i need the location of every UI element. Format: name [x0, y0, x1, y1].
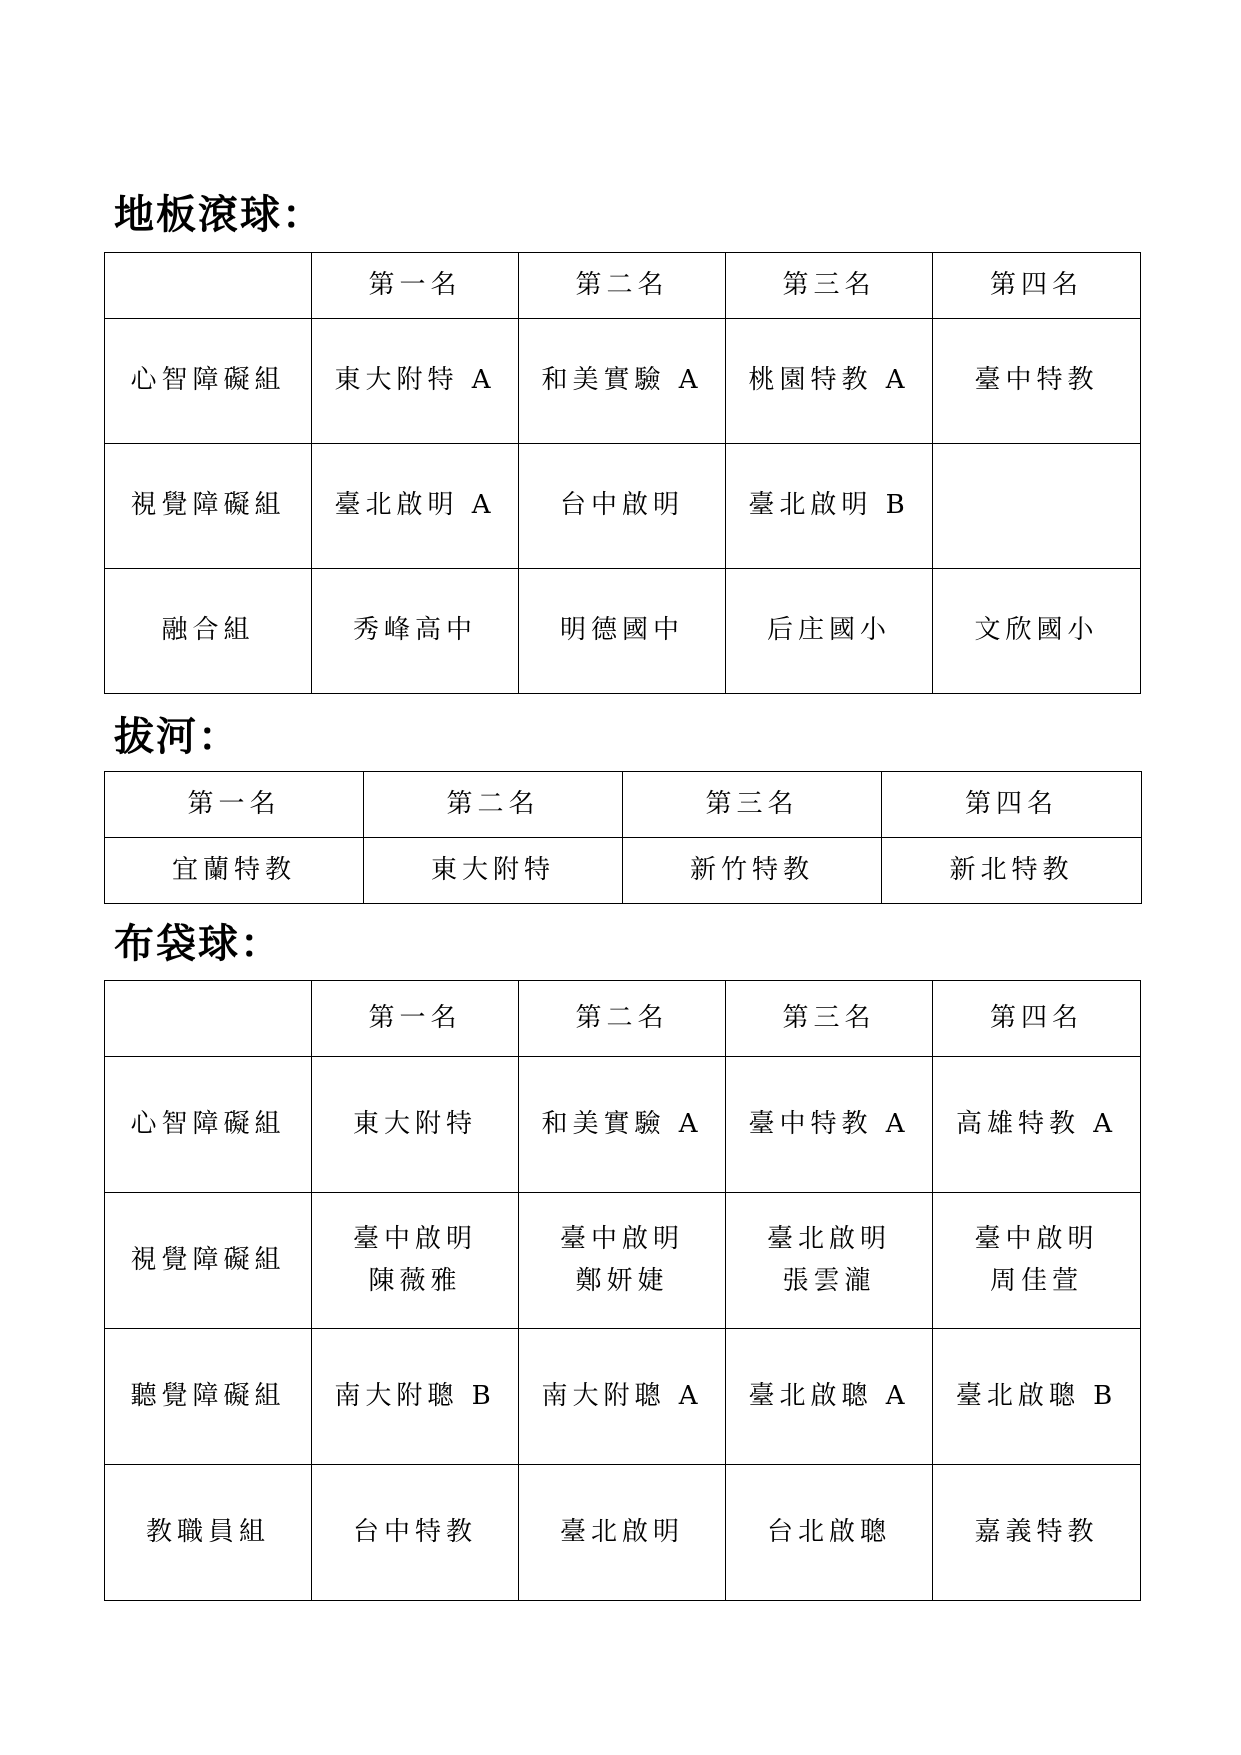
player-name: 張雲瀧: [782, 1265, 876, 1296]
rank-cell: 東大附特: [364, 838, 623, 904]
rank-cell: 台中啟明: [519, 444, 726, 569]
rank-cell: 桃園特教 A: [726, 319, 933, 444]
rank-cell: 台北啟聰: [726, 1465, 933, 1601]
header-cell: 第一名: [105, 772, 364, 838]
header-cell: 第三名: [726, 981, 933, 1057]
table-row: [105, 569, 1141, 694]
rank-cell: [519, 1193, 726, 1329]
rank-cell: [933, 1193, 1141, 1329]
table-row: [105, 444, 1141, 569]
rank-cell: 東大附特 A: [312, 319, 519, 444]
header-cell: 第四名: [882, 772, 1142, 838]
rank-cell: 和美實驗 A: [519, 1057, 726, 1193]
school-name: 臺中啟明: [974, 1223, 1099, 1254]
rank-cell: 臺北啟明 A: [312, 444, 519, 569]
rank-cell: 和美實驗 A: [519, 319, 726, 444]
header-cell: [105, 981, 312, 1057]
rank-cell: 文欣國小: [933, 569, 1141, 694]
rank-cell: 臺北啟明 B: [726, 444, 933, 569]
rank-cell: 臺中特教: [933, 319, 1141, 444]
header-cell: 第二名: [519, 253, 726, 319]
rank-cell: 南大附聰 A: [519, 1329, 726, 1465]
rank-cell: 嘉義特教: [933, 1465, 1141, 1601]
bowling-title: 地板滾球：: [114, 191, 324, 238]
table-header-row: [105, 253, 1141, 319]
tug-table: [104, 771, 1142, 904]
rank-cell: 新北特教: [882, 838, 1142, 904]
table-row: [105, 1057, 1141, 1193]
player-name: 鄭妍婕: [575, 1265, 669, 1296]
rank-cell: [312, 1193, 519, 1329]
group-cell: 教職員組: [105, 1465, 312, 1601]
header-cell: [105, 253, 312, 319]
header-cell: 第二名: [364, 772, 623, 838]
player-name: 陳薇雅: [368, 1265, 462, 1296]
group-cell: 心智障礙組: [105, 1057, 312, 1193]
rank-cell: 高雄特教 A: [933, 1057, 1141, 1193]
header-cell: 第三名: [623, 772, 882, 838]
tug-title: 拔河：: [114, 713, 240, 760]
rank-cell: 臺北啟聰 B: [933, 1329, 1141, 1465]
group-cell: 心智障礙組: [105, 319, 312, 444]
table-header-row: [105, 772, 1142, 838]
rank-cell: 新竹特教: [623, 838, 882, 904]
rank-cell: 臺中特教 A: [726, 1057, 933, 1193]
beanbag-table: [104, 980, 1141, 1601]
group-cell: 聽覺障礙組: [105, 1329, 312, 1465]
rank-cell: 明德國中: [519, 569, 726, 694]
rank-cell: [933, 444, 1141, 569]
rank-cell: 后庄國小: [726, 569, 933, 694]
rank-cell: [726, 1193, 933, 1329]
table-row: [105, 1193, 1141, 1329]
table-row: [105, 1465, 1141, 1601]
table-row: [105, 1329, 1141, 1465]
school-name: 臺中啟明: [352, 1223, 477, 1254]
table-row: [105, 319, 1141, 444]
table-header-row: [105, 981, 1141, 1057]
school-name: 臺北啟明: [766, 1223, 891, 1254]
header-cell: 第三名: [726, 253, 933, 319]
player-name: 周佳萱: [989, 1265, 1083, 1296]
bowling-table: [104, 252, 1141, 694]
rank-cell: 臺北啟明: [519, 1465, 726, 1601]
rank-cell: 秀峰高中: [312, 569, 519, 694]
header-cell: 第四名: [933, 981, 1141, 1057]
rank-cell: 台中特教: [312, 1465, 519, 1601]
table-row: [105, 838, 1142, 904]
school-name: 臺中啟明: [559, 1223, 684, 1254]
header-cell: 第四名: [933, 253, 1141, 319]
header-cell: 第一名: [312, 253, 519, 319]
beanbag-title: 布袋球：: [114, 920, 282, 967]
rank-cell: 東大附特: [312, 1057, 519, 1193]
group-cell: 視覺障礙組: [105, 444, 312, 569]
rank-cell: 南大附聰 B: [312, 1329, 519, 1465]
header-cell: 第一名: [312, 981, 519, 1057]
group-cell: 視覺障礙組: [105, 1193, 312, 1329]
group-cell: 融合組: [105, 569, 312, 694]
header-cell: 第二名: [519, 981, 726, 1057]
rank-cell: 宜蘭特教: [105, 838, 364, 904]
rank-cell: 臺北啟聰 A: [726, 1329, 933, 1465]
